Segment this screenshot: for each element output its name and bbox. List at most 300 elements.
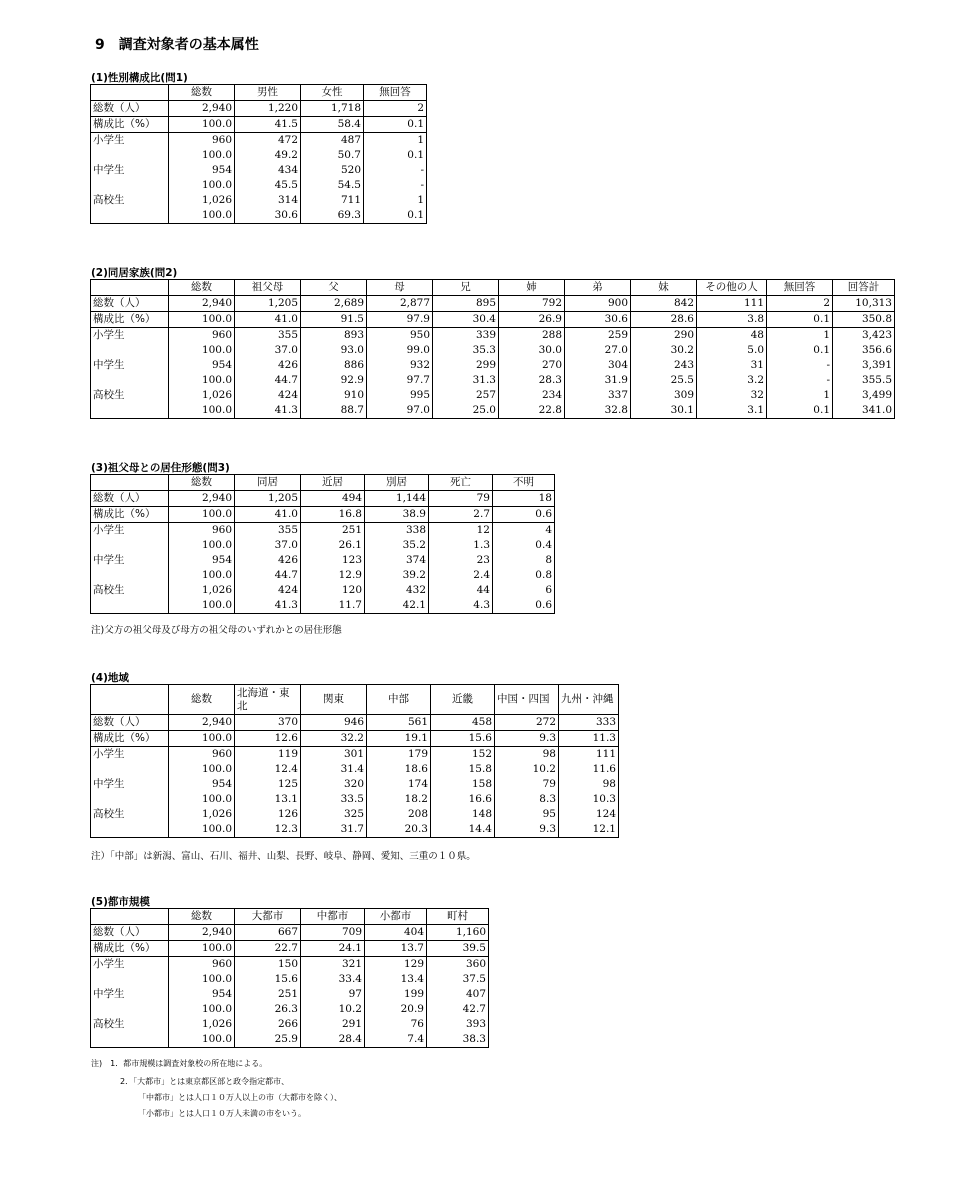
household-table [90, 279, 895, 419]
table-cell: 520 [301, 163, 364, 178]
row-label [91, 792, 169, 807]
column-header: 近畿 [431, 685, 495, 715]
table-cell: 12.6 [235, 731, 301, 747]
table-row [91, 583, 555, 598]
table-cell: 18 [493, 491, 555, 507]
table-cell: 0.8 [493, 568, 555, 583]
table-cell: 2.7 [429, 507, 493, 523]
table-cell: 100.0 [169, 148, 235, 163]
table-row [91, 715, 619, 731]
row-label: 中学生 [91, 777, 169, 792]
column-header: 祖父母 [235, 280, 301, 296]
table-row [91, 807, 619, 822]
table-cell: 1,144 [365, 491, 429, 507]
table-cell: 339 [433, 328, 499, 344]
column-header: 死亡 [429, 475, 493, 491]
header-corner-cell [91, 909, 169, 925]
table-cell: 1,026 [169, 388, 235, 403]
table-cell: 472 [235, 133, 301, 149]
table-cell: 150 [235, 957, 301, 973]
note-city-size-4: 「小都市」とは人口１０万人未満の市をいう。 [138, 1109, 306, 1118]
table-row [91, 403, 895, 419]
table-cell: 288 [499, 328, 565, 344]
note-city-size-3: 「中都市」とは人口１０万人以上の市（大都市を除く）、 [138, 1093, 342, 1102]
table-cell: 30.6 [235, 208, 301, 224]
note-grandparents: 注)父方の祖父母及び母方の祖父母のいずれかとの居住形態 [91, 625, 342, 636]
row-label [91, 178, 169, 193]
row-label: 総数（人） [91, 101, 169, 117]
table-cell: 325 [301, 807, 367, 822]
header-corner-cell [91, 85, 169, 101]
table-cell: 12.3 [235, 822, 301, 838]
row-label [91, 148, 169, 163]
table-cell: 174 [367, 777, 431, 792]
table-cell: 290 [631, 328, 697, 344]
table-cell: 356.6 [833, 343, 895, 358]
table-cell: 19.1 [367, 731, 431, 747]
table-cell: 0.1 [364, 148, 427, 163]
table-row [91, 193, 427, 208]
table-cell: 2,940 [169, 101, 235, 117]
table-cell: 95 [495, 807, 559, 822]
row-label [91, 822, 169, 838]
table-cell: 15.6 [431, 731, 495, 747]
table-cell: 393 [427, 1017, 489, 1032]
table-cell: 266 [235, 1017, 301, 1032]
table-cell: 27.0 [565, 343, 631, 358]
table-cell: 1,026 [169, 193, 235, 208]
table-row [91, 358, 895, 373]
table-cell: 954 [169, 987, 235, 1002]
row-label [91, 1002, 169, 1017]
table-cell: - [767, 373, 833, 388]
table-cell: 158 [431, 777, 495, 792]
table-header-row [91, 280, 895, 296]
column-header: 女性 [301, 85, 364, 101]
table-cell: 0.4 [493, 538, 555, 553]
table-cell: 24.1 [301, 941, 365, 957]
table-cell: 3,391 [833, 358, 895, 373]
table-cell: 234 [499, 388, 565, 403]
table-cell: 69.3 [301, 208, 364, 224]
column-header: 総数 [169, 85, 235, 101]
table-cell: 20.9 [365, 1002, 427, 1017]
table-cell: 100.0 [169, 343, 235, 358]
table-cell: 0.1 [767, 343, 833, 358]
table-cell: 179 [367, 747, 431, 763]
table-cell: 37.0 [235, 343, 301, 358]
table-cell: 355 [235, 523, 301, 539]
table-cell: 100.0 [169, 598, 235, 614]
table-cell: 3.2 [697, 373, 767, 388]
table-row [91, 117, 427, 133]
table-cell: 1.3 [429, 538, 493, 553]
column-header: 総数 [169, 685, 235, 715]
table-cell: 13.1 [235, 792, 301, 807]
row-label [91, 373, 169, 388]
row-label: 中学生 [91, 987, 169, 1002]
column-header: 総数 [169, 909, 235, 925]
table-cell: 100.0 [169, 731, 235, 747]
table-cell: 92.9 [301, 373, 367, 388]
row-label: 高校生 [91, 583, 169, 598]
table-cell: 946 [301, 715, 367, 731]
table-cell: 8 [493, 553, 555, 568]
table-cell: 12.1 [559, 822, 619, 838]
table-row [91, 972, 489, 987]
row-label [91, 972, 169, 987]
table-row [91, 1017, 489, 1032]
table-cell: - [767, 358, 833, 373]
table-row [91, 538, 555, 553]
table-cell: 561 [367, 715, 431, 731]
table-cell: 10,313 [833, 296, 895, 312]
table-cell: 26.1 [301, 538, 365, 553]
table-row [91, 312, 895, 328]
table-cell: 13.4 [365, 972, 427, 987]
row-label [91, 208, 169, 224]
table-header-row [91, 475, 555, 491]
table-cell: 100.0 [169, 312, 235, 328]
table-cell: 98 [559, 777, 619, 792]
region-table [90, 684, 619, 838]
table-cell: 16.8 [301, 507, 365, 523]
column-header: 大都市 [235, 909, 301, 925]
table-cell: 1 [364, 193, 427, 208]
table-cell: 960 [169, 747, 235, 763]
column-header: 父 [301, 280, 367, 296]
row-label: 構成比（%） [91, 941, 169, 957]
table-cell: 35.3 [433, 343, 499, 358]
table-cell: 0.1 [364, 117, 427, 133]
table-cell: 44.7 [235, 568, 301, 583]
table-cell: 1 [767, 388, 833, 403]
column-header: 総数 [169, 475, 235, 491]
table-row [91, 941, 489, 957]
table-cell: 954 [169, 553, 235, 568]
row-label [91, 598, 169, 614]
table-row [91, 101, 427, 117]
table-cell: 895 [433, 296, 499, 312]
table-cell: 487 [301, 133, 364, 149]
table-cell: 304 [565, 358, 631, 373]
table-cell: - [364, 163, 427, 178]
table-cell: 337 [565, 388, 631, 403]
table-cell: 31.7 [301, 822, 367, 838]
table-cell: - [364, 178, 427, 193]
table-cell: 44 [429, 583, 493, 598]
table-cell: 100.0 [169, 117, 235, 133]
table-cell: 960 [169, 523, 235, 539]
table-cell: 31.3 [433, 373, 499, 388]
table-cell: 39.2 [365, 568, 429, 583]
table-cell: 2,940 [169, 925, 235, 941]
column-header: 小都市 [365, 909, 427, 925]
table-cell: 5.0 [697, 343, 767, 358]
row-label: 構成比（%） [91, 507, 169, 523]
table-cell: 960 [169, 133, 235, 149]
table-cell: 0.1 [364, 208, 427, 224]
table-cell: 1,718 [301, 101, 364, 117]
table-cell: 10.3 [559, 792, 619, 807]
table-cell: 2,940 [169, 296, 235, 312]
table-cell: 954 [169, 777, 235, 792]
row-label: 高校生 [91, 807, 169, 822]
table-cell: 333 [559, 715, 619, 731]
table-cell: 37.5 [427, 972, 489, 987]
table-header-row [91, 909, 489, 925]
table-cell: 31.9 [565, 373, 631, 388]
table-cell: 257 [433, 388, 499, 403]
table-row [91, 598, 555, 614]
note-city-size-1: 注) 1．都市規模は調査対象校の所在地による。 [91, 1059, 268, 1068]
column-header: 中都市 [301, 909, 365, 925]
table-cell: 41.5 [235, 117, 301, 133]
row-label [91, 538, 169, 553]
table-cell: 13.7 [365, 941, 427, 957]
table-row [91, 523, 555, 539]
column-header: 不明 [493, 475, 555, 491]
table-cell: 960 [169, 957, 235, 973]
row-label: 総数（人） [91, 296, 169, 312]
table-cell: 39.5 [427, 941, 489, 957]
table-cell: 41.0 [235, 312, 301, 328]
table-cell: 432 [365, 583, 429, 598]
table-cell: 38.9 [365, 507, 429, 523]
table-row [91, 373, 895, 388]
table-cell: 9.3 [495, 822, 559, 838]
table-cell: 10.2 [495, 762, 559, 777]
table-cell: 954 [169, 163, 235, 178]
column-header: 兄 [433, 280, 499, 296]
column-header: 回答計 [833, 280, 895, 296]
row-label: 総数（人） [91, 491, 169, 507]
table-cell: 1,026 [169, 807, 235, 822]
note-city-size-2: 2．「大都市」とは東京都区部と政令指定都市、 [120, 1077, 290, 1086]
table-cell: 33.4 [301, 972, 365, 987]
table-cell: 16.6 [431, 792, 495, 807]
table-cell: 28.3 [499, 373, 565, 388]
table-cell: 30.6 [565, 312, 631, 328]
table-cell: 12.4 [235, 762, 301, 777]
table-cell: 272 [495, 715, 559, 731]
table-cell: 30.2 [631, 343, 697, 358]
row-label: 構成比（%） [91, 312, 169, 328]
column-header: 母 [367, 280, 433, 296]
table-cell: 54.5 [301, 178, 364, 193]
table-cell: 126 [235, 807, 301, 822]
table-cell: 125 [235, 777, 301, 792]
section-title-household: (2)同居家族(問2) [91, 267, 178, 279]
table-cell: 111 [559, 747, 619, 763]
table-cell: 370 [235, 715, 301, 731]
table-row [91, 925, 489, 941]
table-cell: 314 [235, 193, 301, 208]
row-label [91, 762, 169, 777]
table-cell: 35.2 [365, 538, 429, 553]
table-cell: 100.0 [169, 178, 235, 193]
table-cell: 259 [565, 328, 631, 344]
table-cell: 98 [495, 747, 559, 763]
table-cell: 37.0 [235, 538, 301, 553]
row-label: 総数（人） [91, 715, 169, 731]
row-label: 小学生 [91, 747, 169, 763]
table-cell: 11.3 [559, 731, 619, 747]
table-cell: 50.7 [301, 148, 364, 163]
table-cell: 32.2 [301, 731, 367, 747]
column-header: 九州・沖縄 [559, 685, 619, 715]
table-cell: 960 [169, 328, 235, 344]
table-cell: 12.9 [301, 568, 365, 583]
table-cell: 42.7 [427, 1002, 489, 1017]
table-cell: 2 [364, 101, 427, 117]
table-row [91, 777, 619, 792]
table-cell: 93.0 [301, 343, 367, 358]
table-cell: 301 [301, 747, 367, 763]
table-row [91, 328, 895, 344]
table-cell: 407 [427, 987, 489, 1002]
table-cell: 2 [767, 296, 833, 312]
table-cell: 667 [235, 925, 301, 941]
row-label: 小学生 [91, 328, 169, 344]
table-cell: 100.0 [169, 1032, 235, 1048]
column-header: 町村 [427, 909, 489, 925]
table-cell: 1,026 [169, 1017, 235, 1032]
table-cell: 711 [301, 193, 364, 208]
table-cell: 2,940 [169, 715, 235, 731]
table-cell: 321 [301, 957, 365, 973]
row-label: 高校生 [91, 1017, 169, 1032]
table-cell: 15.6 [235, 972, 301, 987]
table-cell: 30.1 [631, 403, 697, 419]
column-header: 無回答 [364, 85, 427, 101]
table-cell: 124 [559, 807, 619, 822]
table-cell: 49.2 [235, 148, 301, 163]
row-label: 高校生 [91, 193, 169, 208]
table-cell: 426 [235, 358, 301, 373]
column-header: 北海道・東北 [235, 685, 301, 715]
table-cell: 41.0 [235, 507, 301, 523]
table-cell: 434 [235, 163, 301, 178]
column-header: 無回答 [767, 280, 833, 296]
row-label [91, 568, 169, 583]
table-cell: 22.8 [499, 403, 565, 419]
table-cell: 2,877 [367, 296, 433, 312]
table-cell: 100.0 [169, 1002, 235, 1017]
row-label [91, 403, 169, 419]
table-cell: 48 [697, 328, 767, 344]
table-row [91, 792, 619, 807]
table-cell: 41.3 [235, 403, 301, 419]
table-row [91, 822, 619, 838]
table-row [91, 568, 555, 583]
table-cell: 910 [301, 388, 367, 403]
table-cell: 129 [365, 957, 427, 973]
column-header: 妹 [631, 280, 697, 296]
table-cell: 12 [429, 523, 493, 539]
table-cell: 148 [431, 807, 495, 822]
table-row [91, 762, 619, 777]
table-cell: 360 [427, 957, 489, 973]
section-title-city-size: (5)都市規模 [91, 896, 150, 908]
table-cell: 251 [301, 523, 365, 539]
table-cell: 25.5 [631, 373, 697, 388]
table-cell: 119 [235, 747, 301, 763]
table-cell: 79 [495, 777, 559, 792]
table-cell: 1,026 [169, 583, 235, 598]
table-cell: 3,423 [833, 328, 895, 344]
table-cell: 341.0 [833, 403, 895, 419]
table-cell: 32 [697, 388, 767, 403]
table-cell: 76 [365, 1017, 427, 1032]
row-label: 中学生 [91, 358, 169, 373]
header-corner-cell [91, 280, 169, 296]
table-cell: 0.1 [767, 403, 833, 419]
table-cell: 3,499 [833, 388, 895, 403]
table-cell: 88.7 [301, 403, 367, 419]
table-cell: 208 [367, 807, 431, 822]
table-cell: 22.7 [235, 941, 301, 957]
table-cell: 270 [499, 358, 565, 373]
table-cell: 355 [235, 328, 301, 344]
table-cell: 23 [429, 553, 493, 568]
table-cell: 33.5 [301, 792, 367, 807]
table-cell: 44.7 [235, 373, 301, 388]
row-label [91, 1032, 169, 1048]
table-cell: 932 [367, 358, 433, 373]
table-cell: 338 [365, 523, 429, 539]
table-cell: 291 [301, 1017, 365, 1032]
table-cell: 2,940 [169, 491, 235, 507]
table-cell: 100.0 [169, 208, 235, 224]
table-cell: 42.1 [365, 598, 429, 614]
table-row [91, 388, 895, 403]
table-cell: 950 [367, 328, 433, 344]
table-cell: 320 [301, 777, 367, 792]
table-row [91, 296, 895, 312]
table-cell: 26.9 [499, 312, 565, 328]
row-label: 中学生 [91, 163, 169, 178]
table-cell: 31 [697, 358, 767, 373]
table-cell: 299 [433, 358, 499, 373]
city-size-table [90, 908, 489, 1048]
note-region: 注）「中部」は新潟、富山、石川、福井、山梨、長野、岐阜、静岡、愛知、三重の１０県。 [91, 851, 476, 862]
row-label: 小学生 [91, 523, 169, 539]
table-cell: 100.0 [169, 403, 235, 419]
row-label: 小学生 [91, 957, 169, 973]
table-cell: 100.0 [169, 972, 235, 987]
table-row [91, 178, 427, 193]
table-cell: 4 [493, 523, 555, 539]
table-cell: 0.1 [767, 312, 833, 328]
table-cell: 28.4 [301, 1032, 365, 1048]
table-cell: 58.4 [301, 117, 364, 133]
row-label: 中学生 [91, 553, 169, 568]
table-cell: 38.3 [427, 1032, 489, 1048]
table-cell: 120 [301, 583, 365, 598]
table-row [91, 987, 489, 1002]
table-cell: 792 [499, 296, 565, 312]
table-cell: 1,220 [235, 101, 301, 117]
table-row [91, 747, 619, 763]
section-title-grandparents: (3)祖父母との居住形態(問3) [91, 462, 230, 474]
table-cell: 20.3 [367, 822, 431, 838]
table-cell: 97.0 [367, 403, 433, 419]
table-cell: 309 [631, 388, 697, 403]
table-cell: 41.3 [235, 598, 301, 614]
table-cell: 4.3 [429, 598, 493, 614]
row-label: 総数（人） [91, 925, 169, 941]
